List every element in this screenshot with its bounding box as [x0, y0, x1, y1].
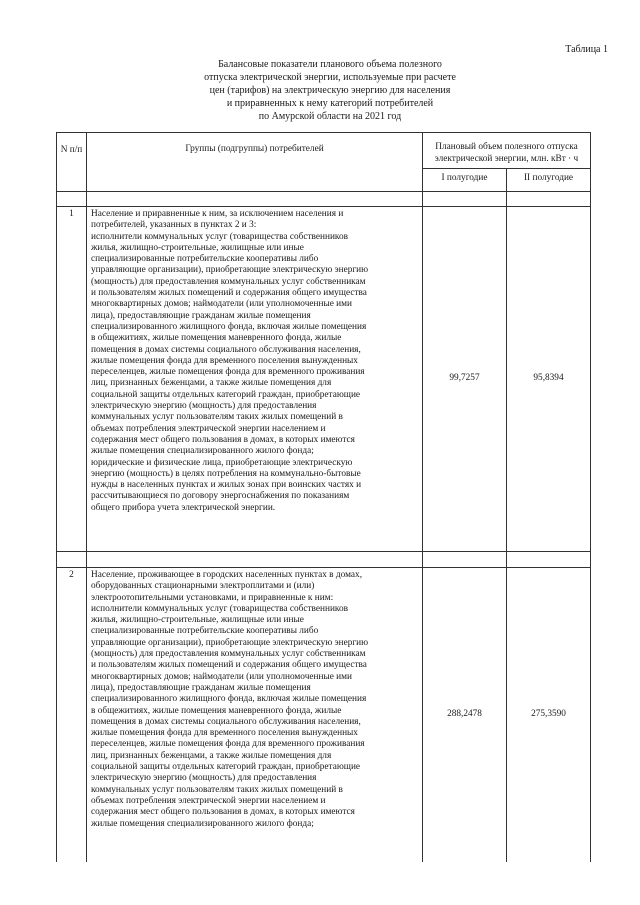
row-text-line: жилые помещения специализированного жилого фонда; — [91, 446, 314, 457]
value-first-half: 288,2478 — [423, 568, 507, 863]
header-consumer-groups: Группы (подгруппы) потребителей — [87, 133, 423, 192]
row-text-line: общего прибора учета электрической энергии. — [91, 502, 276, 513]
row-text-line: коммунальных услуг пользователям таких жилых помещений в — [91, 784, 343, 795]
row-text-line: (мощность) для предоставления коммунальных услуг собственникам — [91, 649, 366, 660]
table-number-label: Таблица 1 — [565, 44, 608, 55]
row-text-line: социальной защиты отдельных категорий граждан, приобретающие — [91, 762, 361, 773]
table-header-row — [57, 133, 591, 169]
row-description — [87, 568, 423, 863]
row-text-line: и пользователям жилых помещений и содержания общего имущества — [91, 288, 367, 299]
row-text-line: исполнители коммунальных услуг (товарищества собственников — [91, 603, 348, 614]
row-text-line: нужды в населенных пунктах и жилых зонах при воинских частях и — [91, 480, 362, 491]
row-number: 2 — [57, 568, 87, 863]
row-text-line: лица), предоставляющие гражданам жилые помещения — [91, 310, 311, 321]
row-text-line: исполнители коммунальных услуг (товарищества собственников — [91, 231, 348, 242]
row-text-line: объемах потребления электрической энергии населением и — [91, 795, 326, 806]
row-text-line: многоквартирных домов; наймодатели (или уполномоченные ими — [91, 299, 352, 310]
table-spacer-row — [57, 552, 591, 568]
row-text-line: рассчитывающиеся по договору энергоснабжения по показаниям — [91, 491, 350, 502]
row-text-line: объемах потребления электрической энергии населением и — [91, 423, 326, 434]
row-text-line: Население и приравненные к ним, за исключением населения и — [91, 209, 344, 219]
row-text-line: социальной защиты отдельных категорий граждан, приобретающие — [91, 389, 361, 400]
row-text-line: оборудованных стационарными электроплитами и (или) — [91, 581, 315, 592]
row-text-line: многоквартирных домов; наймодатели (или уполномоченные ими — [91, 671, 352, 682]
row-text-line: специализированного жилищного фонда, включая жилые помещения — [91, 321, 367, 332]
row-text-line: и пользователям жилых помещений и содержания общего имущества — [91, 660, 367, 671]
row-text-line: специализированные потребительские кооперативы либо — [91, 626, 319, 637]
row-text-line: в общежитиях, жилые помещения маневренного фонда, жилые — [91, 333, 342, 344]
row-text-line: лиц, признанных беженцами, а также жилые помещения для — [91, 750, 332, 761]
value-second-half: 275,3590 — [507, 568, 591, 863]
row-text-line: жилья, жилищно-строительные, жилищные или иные — [91, 242, 304, 253]
row-text-line: юридические и физические лица, приобретающие электрическую — [91, 457, 353, 468]
header-planned-volume: Плановый объем полезного отпуска электрической энергии, млн. кВт · ч — [423, 133, 591, 169]
title-line: отпуска электрической энергии, используемые при расчете — [204, 72, 456, 83]
title-line: и приравненных к нему категорий потребителей — [226, 98, 434, 109]
row-text-line: (мощность) для предоставления коммунальных услуг собственникам — [91, 276, 366, 287]
row-text-line: лиц, признанных беженцами, а также жилые помещения для — [91, 378, 332, 389]
row-text-line: помещения в домах системы социального обслуживания населения, — [91, 716, 361, 727]
row-text-line: жилья, жилищно-строительные, жилищные или иные — [91, 615, 304, 626]
row-text-line: специализированного жилищного фонда, включая жилые помещения — [91, 694, 367, 705]
header-second-half: II полугодие — [507, 169, 591, 192]
header-number: N п/п — [57, 133, 87, 192]
row-text-line: электрическую энергию (мощность) для предоставления — [91, 773, 317, 784]
row-text-line: коммунальных услуг пользователям таких жилых помещений в — [91, 412, 343, 423]
row-text-line: специализированные потребительские кооперативы либо — [91, 254, 319, 265]
row-text-line: жилые помещения специализированного жилого фонда; — [91, 818, 314, 829]
row-text-line: помещения в домах системы социального обслуживания населения, — [91, 344, 361, 355]
title-line: цен (тарифов) на электрическую энергию для населения — [209, 85, 451, 96]
row-text-line: в общежитиях, жилые помещения маневренного фонда, жилые — [91, 705, 342, 716]
value-first-half: 99,7257 — [423, 207, 507, 552]
row-text-line: энергию (мощность) в целях потребления на коммунально-бытовые — [91, 468, 361, 479]
header-first-half: I полугодие — [423, 169, 507, 192]
row-description — [87, 207, 423, 552]
title-line: по Амурской области на 2021 год — [258, 111, 402, 122]
row-text-line: Население, проживающее в городских населенных пунктах в домах, — [91, 570, 363, 580]
row-text-line: электроотопительными установками, и приравненные к ним: — [91, 592, 334, 603]
document-title — [170, 58, 490, 123]
row-text-line: потребителей, указанных в пунктах 2 и 3: — [91, 220, 257, 231]
table-row — [57, 568, 591, 863]
row-number: 1 — [57, 207, 87, 552]
row-text-line: переселенцев, жилые помещения фонда для временного проживания — [91, 739, 365, 750]
row-text-line: жилые помещения фонда для временного поселения вынужденных — [91, 355, 358, 366]
value-second-half: 95,8394 — [507, 207, 591, 552]
table-row — [57, 207, 591, 552]
row-text-line: управляющие организации), приобретающие электрическую энергию — [91, 637, 369, 648]
row-text-line: переселенцев, жилые помещения фонда для временного проживания — [91, 367, 365, 378]
row-text-line: электрическую энергию (мощность) для предоставления — [91, 401, 317, 412]
row-text-line: лица), предоставляющие гражданам жилые помещения — [91, 682, 311, 693]
table-spacer-row — [57, 192, 591, 207]
balance-table — [56, 132, 591, 862]
row-text-line: содержания мест общего пользования в домах, в которых имеются — [91, 434, 355, 445]
row-text-line: жилые помещения фонда для временного поселения вынужденных — [91, 728, 358, 739]
row-text-line: содержания мест общего пользования в домах, в которых имеются — [91, 807, 355, 818]
title-line: Балансовые показатели планового объема полезного — [218, 59, 442, 70]
row-text-line: управляющие организации), приобретающие электрическую энергию — [91, 265, 369, 276]
